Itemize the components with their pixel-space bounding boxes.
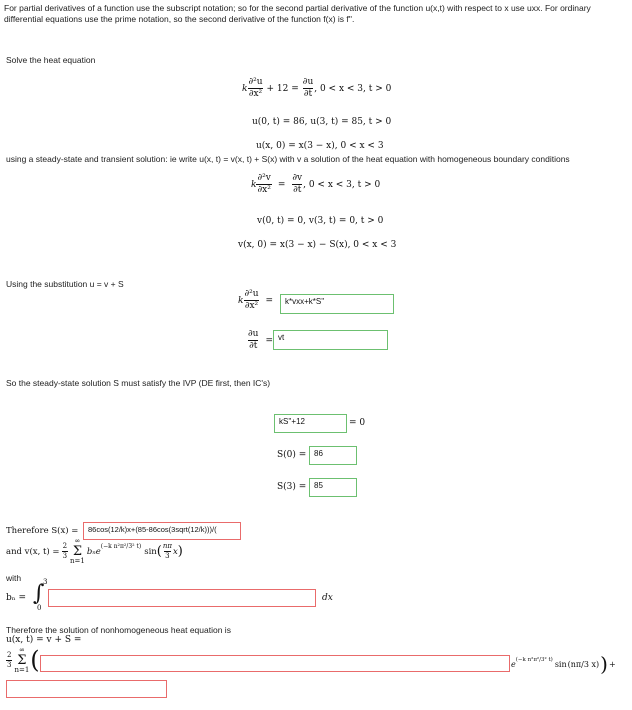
final-exp: e [511,659,516,669]
sub-den1: ∂x² [244,301,259,311]
v-domain: , 0 < x < 3, t > 0 [303,179,381,190]
v-dv-dt [291,174,303,195]
substitution-row-1 [238,290,273,311]
pde-num1: ∂²u [248,77,263,87]
steady-de-input[interactable]: kS''+12 [274,414,347,433]
paren-open: ( [156,544,162,559]
paren-close: ) [177,544,183,559]
pde-d2u-dx2 [247,78,263,99]
therefore-s-label: Therefore S(x) = [6,526,79,536]
instructions-line-1: For partial derivatives of a function use the subscript notation; so for the second partial derivative of the function u(x,t) with respect to x use uxx. For ordinary [4,3,591,13]
v-term: bₙe [86,546,101,557]
substitution-row-2 [247,330,273,351]
substitution-label: Using the substitution u = v + S [6,279,124,289]
final-frac-den: 3 [7,660,12,669]
v-sin-arg-num: nπ [162,542,172,550]
v-den2: ∂t [293,185,302,195]
final-frac-num: 2 [7,650,12,659]
v-prefix: and v(x, t) = [6,546,60,557]
v-exp: (−k n²π²/3² t) [100,543,142,550]
boundary-conditions: u(0, t) = 86, u(3, t) = 85, t > 0 [252,117,392,127]
final-big-paren-open: ( [30,646,40,674]
v-frac-num: 2 [62,542,68,550]
final-label-1: Therefore the solution of nonhomogeneous heat equation is [6,625,231,635]
instructions-line-2: differential equations use the prime notation, so the second derivative of the function f(x) is f''. [4,14,355,24]
v-den1: ∂x² [257,185,271,195]
v-heat-equation [251,174,380,195]
using-steady-transient-text: using a steady-state and transient solution: ie write u(x, t) = v(x, t) + S(x) with v a solution of the heat equation with homogeneous boundary conditions [6,154,570,164]
v-initial-condition: v(x, 0) = x(3 − x) − S(x), 0 < x < 3 [238,240,397,250]
pde-den2: ∂t [303,89,313,99]
sub-du-dt [247,330,259,351]
steady-term-input[interactable] [6,680,167,698]
v-frac-den: 3 [62,552,68,560]
final-sum [14,647,29,674]
steady-de-rhs: = 0 [349,418,366,428]
v-two-thirds [62,543,68,560]
final-label-2: u(x, t) = v + S = [6,635,82,645]
bn-integrand-input[interactable] [48,589,316,607]
pde-k: k [242,83,248,94]
steady-ic1-label: S(0) = [277,450,307,460]
sub-num2: ∂u [248,329,259,339]
final-exp-sup: (−k n²π²/3² t) [515,657,553,663]
v-sin-arg-den: 3 [165,552,170,560]
s-of-x-input[interactable]: 86cos(12/k)x+(85-86cos(3sqrt(12/k)))/( [83,522,241,540]
final-exp-sin [511,652,616,676]
uxx-input[interactable]: k*vxx+k*S'' [280,294,394,314]
final-sum-bottom: n=1 [14,665,30,674]
final-big-paren-close: ) [600,652,608,676]
steady-ic2-label: S(3) = [277,482,307,492]
final-sum-top: ∞ [18,645,25,654]
steady-ic1-input[interactable]: 86 [309,446,357,465]
final-sin: sin [554,659,567,669]
heat-equation [242,78,391,99]
steady-ic2-input[interactable]: 85 [309,478,357,497]
v-pde-k: k [251,179,257,190]
sub-den2: ∂t [249,341,258,351]
sub-k: k [238,295,244,306]
sub-num1: ∂²u [244,289,259,299]
pde-den1: ∂x² [248,89,263,99]
v-num1: ∂²v [257,173,271,183]
problem-title: Solve the heat equation [6,55,96,65]
sub-eq1: = [265,295,274,306]
v-d2v-dx2 [256,174,271,195]
bn-label: bₙ = [6,593,27,603]
series-coefficient-input[interactable] [40,655,510,672]
int-upper: 3 [43,578,48,586]
with-label: with [6,573,22,583]
dx-label: dx [322,593,333,603]
v-series [6,538,183,565]
v-sum-top: ∞ [74,537,81,545]
final-plus: + [608,659,616,669]
v-sum-bottom: n=1 [70,557,85,565]
sub-d2u-dx2 [243,290,259,311]
sub-eq2: = [265,335,273,346]
pde-plus-12: + 12 = [266,83,299,94]
pde-domain: , 0 < x < 3, t > 0 [314,83,392,94]
int-lower: 0 [37,604,42,612]
v-sin-arg [162,543,173,560]
v-sum [70,538,85,565]
v-sin: sin [144,546,157,557]
v-eq: = [277,179,286,190]
final-sin-arg: (nπ/3 x) [567,659,600,669]
sigma-icon: Σ [72,544,83,559]
final-sum-prefix [6,646,40,674]
pde-du-dt [302,78,314,99]
steady-state-label: So the steady-state solution S must satisfy the IVP (DE first, then IC's) [6,378,271,388]
v-num2: ∂v [292,173,303,183]
v-sin-arg-x: x [172,546,178,557]
ut-input[interactable]: vt [273,330,388,350]
final-sigma-icon: Σ [17,652,27,668]
final-two-thirds [6,652,12,669]
bn-integral [33,578,48,612]
pde-num2: ∂u [302,77,314,87]
initial-condition: u(x, 0) = x(3 − x), 0 < x < 3 [256,141,384,151]
integral-icon: ∫ [33,581,45,606]
v-boundary-conditions: v(0, t) = 0, v(3, t) = 0, t > 0 [257,216,384,226]
